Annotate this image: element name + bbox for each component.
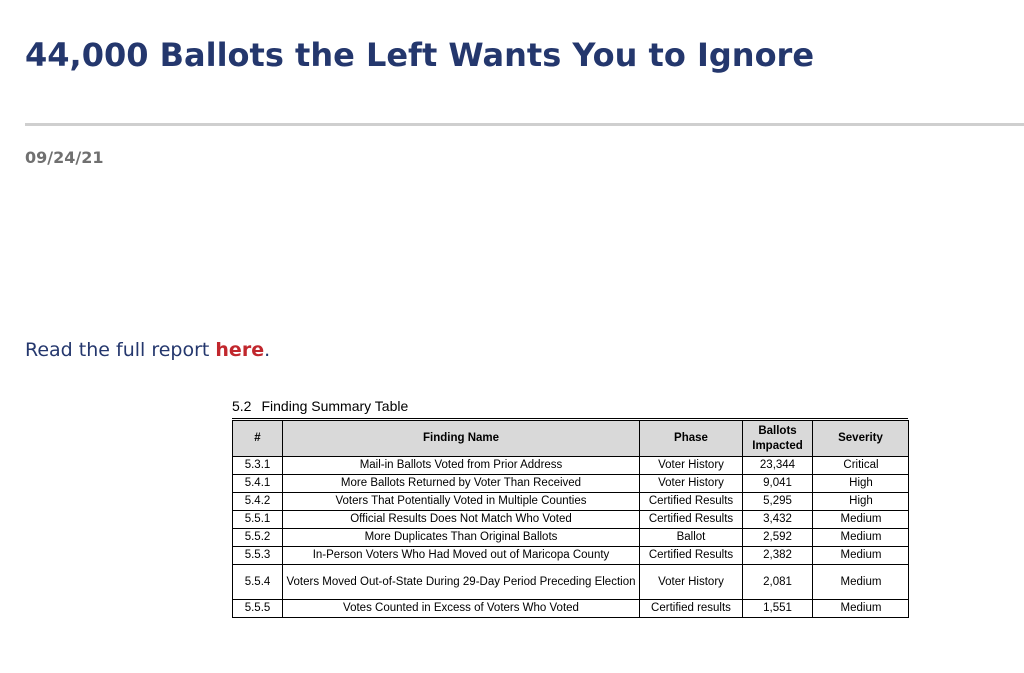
ballots-impacted: 23,344 <box>743 457 813 475</box>
caption-text: Finding Summary Table <box>261 398 409 414</box>
title-divider <box>25 123 1024 126</box>
finding-severity: Medium <box>813 529 909 547</box>
article-title: 44,000 Ballots the Left Wants You to Ignore <box>25 36 815 74</box>
table-row <box>233 511 909 529</box>
column-header-phase: Phase <box>640 421 743 457</box>
finding-severity: High <box>813 475 909 493</box>
finding-number: 5.3.1 <box>233 457 283 475</box>
table-row <box>233 493 909 511</box>
read-report-line <box>25 339 270 361</box>
finding-name: More Ballots Returned by Voter Than Received <box>283 475 640 493</box>
ballots-impacted: 9,041 <box>743 475 813 493</box>
finding-name: In-Person Voters Who Had Moved out of Maricopa County <box>283 547 640 565</box>
table-row <box>233 600 909 618</box>
finding-severity: Medium <box>813 547 909 565</box>
finding-name: Voters Moved Out-of-State During 29-Day Period Preceding Election <box>283 565 640 600</box>
caption-underline <box>232 418 908 419</box>
ballots-impacted: 1,551 <box>743 600 813 618</box>
finding-phase: Voter History <box>640 475 743 493</box>
read-prefix: Read the full report <box>25 339 216 361</box>
finding-name: Mail-in Ballots Voted from Prior Address <box>283 457 640 475</box>
finding-phase: Certified Results <box>640 511 743 529</box>
ballots-impacted: 2,081 <box>743 565 813 600</box>
finding-number: 5.5.2 <box>233 529 283 547</box>
table-row <box>233 475 909 493</box>
ballots-impacted: 2,592 <box>743 529 813 547</box>
ballots-impacted: 5,295 <box>743 493 813 511</box>
finding-name: Voters That Potentially Voted in Multiple Counties <box>283 493 640 511</box>
table-caption <box>232 398 408 414</box>
finding-severity: Medium <box>813 511 909 529</box>
finding-number: 5.4.2 <box>233 493 283 511</box>
finding-phase: Voter History <box>640 457 743 475</box>
table-row <box>233 547 909 565</box>
table-header-row <box>233 421 909 457</box>
ballots-impacted: 2,382 <box>743 547 813 565</box>
column-header-number: # <box>233 421 283 457</box>
publish-date: 09/24/21 <box>25 148 104 167</box>
finding-phase: Ballot <box>640 529 743 547</box>
finding-severity: Medium <box>813 600 909 618</box>
finding-severity: Critical <box>813 457 909 475</box>
finding-phase: Certified results <box>640 600 743 618</box>
finding-number: 5.5.4 <box>233 565 283 600</box>
finding-phase: Certified Results <box>640 547 743 565</box>
finding-name: Votes Counted in Excess of Voters Who Voted <box>283 600 640 618</box>
finding-number: 5.5.3 <box>233 547 283 565</box>
read-suffix: . <box>264 339 271 361</box>
ballots-impacted: 3,432 <box>743 511 813 529</box>
finding-phase: Certified Results <box>640 493 743 511</box>
column-header-finding-name: Finding Name <box>283 421 640 457</box>
finding-number: 5.5.5 <box>233 600 283 618</box>
table-row <box>233 457 909 475</box>
section-number: 5.2 <box>232 398 252 414</box>
table-row <box>233 565 909 600</box>
table-row <box>233 529 909 547</box>
finding-number: 5.4.1 <box>233 475 283 493</box>
column-header-ballots-impacted: Ballots Impacted <box>743 421 813 457</box>
finding-summary-table <box>232 420 909 618</box>
finding-phase: Voter History <box>640 565 743 600</box>
finding-severity: High <box>813 493 909 511</box>
column-header-severity: Severity <box>813 421 909 457</box>
finding-number: 5.5.1 <box>233 511 283 529</box>
report-link[interactable]: here <box>215 339 265 361</box>
finding-severity: Medium <box>813 565 909 600</box>
finding-name: Official Results Does Not Match Who Voted <box>283 511 640 529</box>
finding-name: More Duplicates Than Original Ballots <box>283 529 640 547</box>
